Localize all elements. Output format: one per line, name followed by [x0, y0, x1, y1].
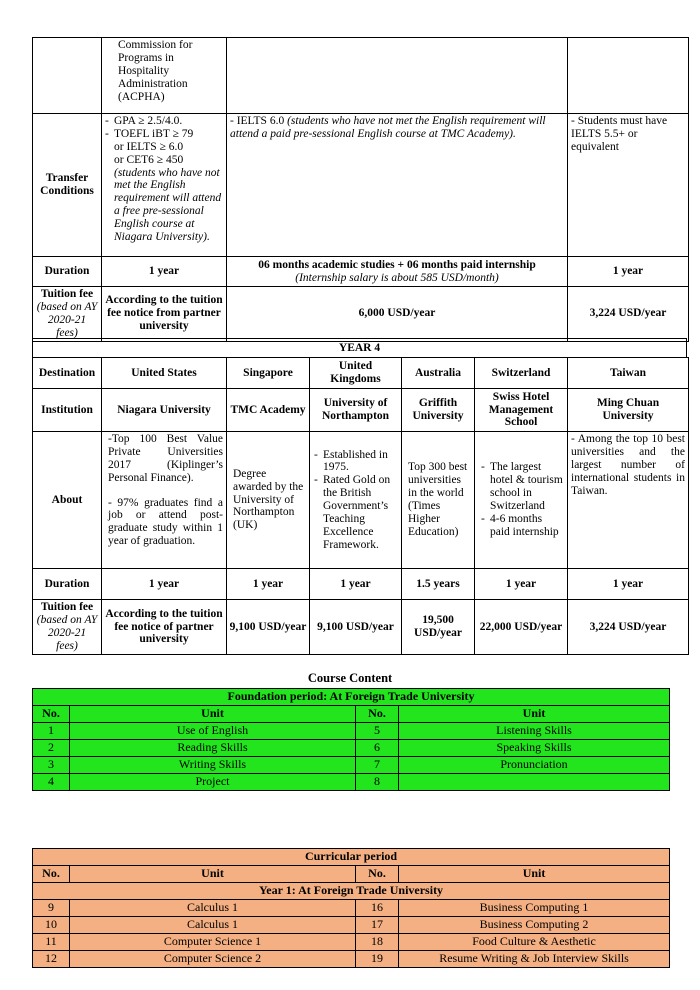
- unit-name: Writing Skills: [70, 757, 356, 774]
- unit-number: 7: [356, 757, 399, 774]
- unit-name: Resume Writing & Job Interview Skills: [399, 951, 670, 968]
- unit-number: 8: [356, 774, 399, 791]
- tuition-value: 6,000 USD/year: [227, 287, 568, 342]
- about-sg-cell: Degree awarded by the University of Northampton (UK): [227, 432, 310, 569]
- accreditation-cell: [102, 38, 227, 114]
- transfer-ielts: or IELTS ≥ 6.0: [114, 140, 184, 153]
- destination-cell: Australia: [402, 358, 475, 389]
- transfer-niagara-cell: [102, 114, 227, 257]
- unit-number: 9: [33, 900, 70, 917]
- destination-cell: Switzerland: [475, 358, 568, 389]
- table-row: [33, 740, 670, 757]
- tuition-value: 9,100 USD/year: [310, 600, 402, 655]
- accr-line: Programs in: [118, 51, 174, 64]
- about-au-cell: Top 300 best universities in the world (Times Higher Education): [402, 432, 475, 569]
- tuition-value: 3,224 USD/year: [568, 600, 689, 655]
- duration-tmc-cell: [227, 257, 568, 287]
- tuition-value: 3,224 USD/year: [568, 287, 689, 342]
- col-no-header: No.: [356, 706, 399, 723]
- tuition-row: [33, 287, 689, 342]
- curricular-table: [32, 848, 670, 968]
- about-row: [33, 432, 689, 569]
- unit-number: 19: [356, 951, 399, 968]
- tuition-row: [33, 600, 689, 655]
- tuition-value: 9,100 USD/year: [227, 600, 310, 655]
- about-ch-item: - The largest hotel & tourism school in Switzerland: [481, 461, 564, 513]
- col-no-header: No.: [33, 866, 70, 883]
- year4-heading: YEAR 4: [32, 338, 687, 357]
- about-us-text: -Top 100 Best Value Private Universities 2017 (Kiplinger’s Personal Finance).: [108, 433, 223, 484]
- table-row: [33, 917, 670, 934]
- unit-name: [399, 774, 670, 791]
- col-no-header: No.: [33, 706, 70, 723]
- institution-cell: Niagara University: [102, 389, 227, 432]
- accr-line: (ACPHA): [118, 90, 165, 103]
- tuition-note: (based on AY 2020-21 fees): [36, 300, 98, 339]
- institution-cell: University of Northampton: [310, 389, 402, 432]
- foundation-heading: Foundation period: At Foreign Trade University: [33, 689, 670, 706]
- duration-tmc-note: (Internship salary is about 585 USD/month): [295, 271, 499, 284]
- transfer-table-continued: [32, 37, 689, 342]
- transfer-label: Transfer Conditions: [33, 114, 102, 257]
- accr-line: Administration: [118, 77, 188, 90]
- unit-name: Reading Skills: [70, 740, 356, 757]
- accr-line: Commission for: [118, 39, 193, 51]
- unit-number: 17: [356, 917, 399, 934]
- tuition-value: 22,000 USD/year: [475, 600, 568, 655]
- table-row: [33, 934, 670, 951]
- duration-row: [33, 569, 689, 600]
- unit-number: 1: [33, 723, 70, 740]
- transfer-note: (students who have not met the English requirement will attend a free pre-sessional English course at Niagara University).: [114, 166, 222, 243]
- foundation-table: [32, 688, 670, 791]
- tuition-label-cell: [33, 287, 102, 342]
- destination-cell: United States: [102, 358, 227, 389]
- accreditation-row: [33, 38, 689, 114]
- unit-number: 11: [33, 934, 70, 951]
- tuition-label-cell: [33, 600, 102, 655]
- duration-value: 1 year: [102, 257, 227, 287]
- duration-value: 1 year: [475, 569, 568, 600]
- transfer-tmc-note: (students who have not met the English requirement will attend a paid pre-sessional English course at TMC Academy).: [230, 115, 546, 140]
- transfer-taiwan-cell: - Students must have IELTS 5.5+ or equivalent: [568, 114, 689, 257]
- col-no-header: No.: [356, 866, 399, 883]
- unit-name: Calculus 1: [70, 917, 356, 934]
- duration-value: 1 year: [102, 569, 227, 600]
- unit-number: 3: [33, 757, 70, 774]
- col-unit-header: Unit: [70, 866, 356, 883]
- unit-name: Project: [70, 774, 356, 791]
- transfer-item: - GPA ≥ 2.5/4.0.: [105, 115, 223, 128]
- duration-row: [33, 257, 689, 287]
- destination-label: Destination: [33, 358, 102, 389]
- unit-name: Business Computing 2: [399, 917, 670, 934]
- institution-cell: Swiss Hotel Management School: [475, 389, 568, 432]
- tuition-label: Tuition fee: [40, 288, 94, 300]
- unit-number: 4: [33, 774, 70, 791]
- year4-table: [32, 357, 689, 655]
- duration-label: Duration: [33, 569, 102, 600]
- destination-cell: Singapore: [227, 358, 310, 389]
- unit-number: 2: [33, 740, 70, 757]
- about-ch-item: - 4-6 months paid internship: [481, 513, 564, 539]
- unit-name: Pronunciation: [399, 757, 670, 774]
- about-uk-cell: [310, 432, 402, 569]
- unit-name: Speaking Skills: [399, 740, 670, 757]
- header-row: [33, 866, 670, 883]
- institution-cell: Griffith University: [402, 389, 475, 432]
- unit-number: 18: [356, 934, 399, 951]
- unit-name: Computer Science 2: [70, 951, 356, 968]
- table-row: [33, 723, 670, 740]
- institution-row: [33, 389, 689, 432]
- institution-label: Institution: [33, 389, 102, 432]
- tuition-value: According to the tuition fee notice from partner university: [102, 287, 227, 342]
- col-unit-header: Unit: [399, 866, 670, 883]
- unit-name: Computer Science 1: [70, 934, 356, 951]
- unit-number: 12: [33, 951, 70, 968]
- about-uk-item: - Rated Gold on the British Government’s Teaching Excellence Framework.: [314, 474, 398, 551]
- destination-row: [33, 358, 689, 389]
- col-unit-header: Unit: [70, 706, 356, 723]
- transfer-tmc-main: - IELTS 6.0: [230, 115, 288, 127]
- unit-number: 10: [33, 917, 70, 934]
- transfer-item: - TOEFL iBT ≥ 79: [105, 128, 223, 141]
- col-unit-header: Unit: [399, 706, 670, 723]
- duration-value: 1 year: [568, 569, 689, 600]
- duration-tmc-main: 06 months academic studies + 06 months paid internship: [258, 258, 536, 271]
- transfer-tmc-cell: [227, 114, 568, 257]
- table-row: [33, 774, 670, 791]
- table-row: [33, 900, 670, 917]
- destination-cell: United Kingdoms: [310, 358, 402, 389]
- table-row: [33, 951, 670, 968]
- unit-name: Business Computing 1: [399, 900, 670, 917]
- duration-label: Duration: [33, 257, 102, 287]
- about-ch-cell: [475, 432, 568, 569]
- tuition-note: (based on AY 2020-21 fees): [36, 614, 98, 652]
- duration-value: 1.5 years: [402, 569, 475, 600]
- about-uk-item: - Established in 1975.: [314, 449, 398, 475]
- institution-cell: Ming Chuan University: [568, 389, 689, 432]
- unit-number: 5: [356, 723, 399, 740]
- tuition-value: According to the tuition fee notice of partner university: [102, 600, 227, 655]
- about-label: About: [33, 432, 102, 569]
- unit-name: Listening Skills: [399, 723, 670, 740]
- duration-value: 1 year: [227, 569, 310, 600]
- unit-name: Use of English: [70, 723, 356, 740]
- transfer-conditions-row: [33, 114, 689, 257]
- duration-value: 1 year: [310, 569, 402, 600]
- unit-name: Food Culture & Aesthetic: [399, 934, 670, 951]
- curricular-heading: Curricular period: [33, 849, 670, 866]
- tuition-label: Tuition fee: [40, 601, 94, 614]
- transfer-cet: or CET6 ≥ 450: [114, 153, 184, 166]
- accr-line: Hospitality: [118, 64, 170, 77]
- about-us-text: - 97% graduates find a job or attend post-graduate study within 1 year of graduation.: [108, 496, 223, 548]
- course-content-title: Course Content: [307, 671, 393, 685]
- unit-number: 16: [356, 900, 399, 917]
- header-row: [33, 706, 670, 723]
- about-tw-cell: - Among the top 10 best universities and the largest number of international students in Taiwan.: [568, 432, 689, 569]
- duration-value: 1 year: [568, 257, 689, 287]
- unit-name: Calculus 1: [70, 900, 356, 917]
- institution-cell: TMC Academy: [227, 389, 310, 432]
- unit-number: 6: [356, 740, 399, 757]
- about-us-cell: [102, 432, 227, 569]
- table-row: [33, 757, 670, 774]
- destination-cell: Taiwan: [568, 358, 689, 389]
- tuition-value: 19,500 USD/year: [402, 600, 475, 655]
- year1-heading: Year 1: At Foreign Trade University: [33, 883, 670, 900]
